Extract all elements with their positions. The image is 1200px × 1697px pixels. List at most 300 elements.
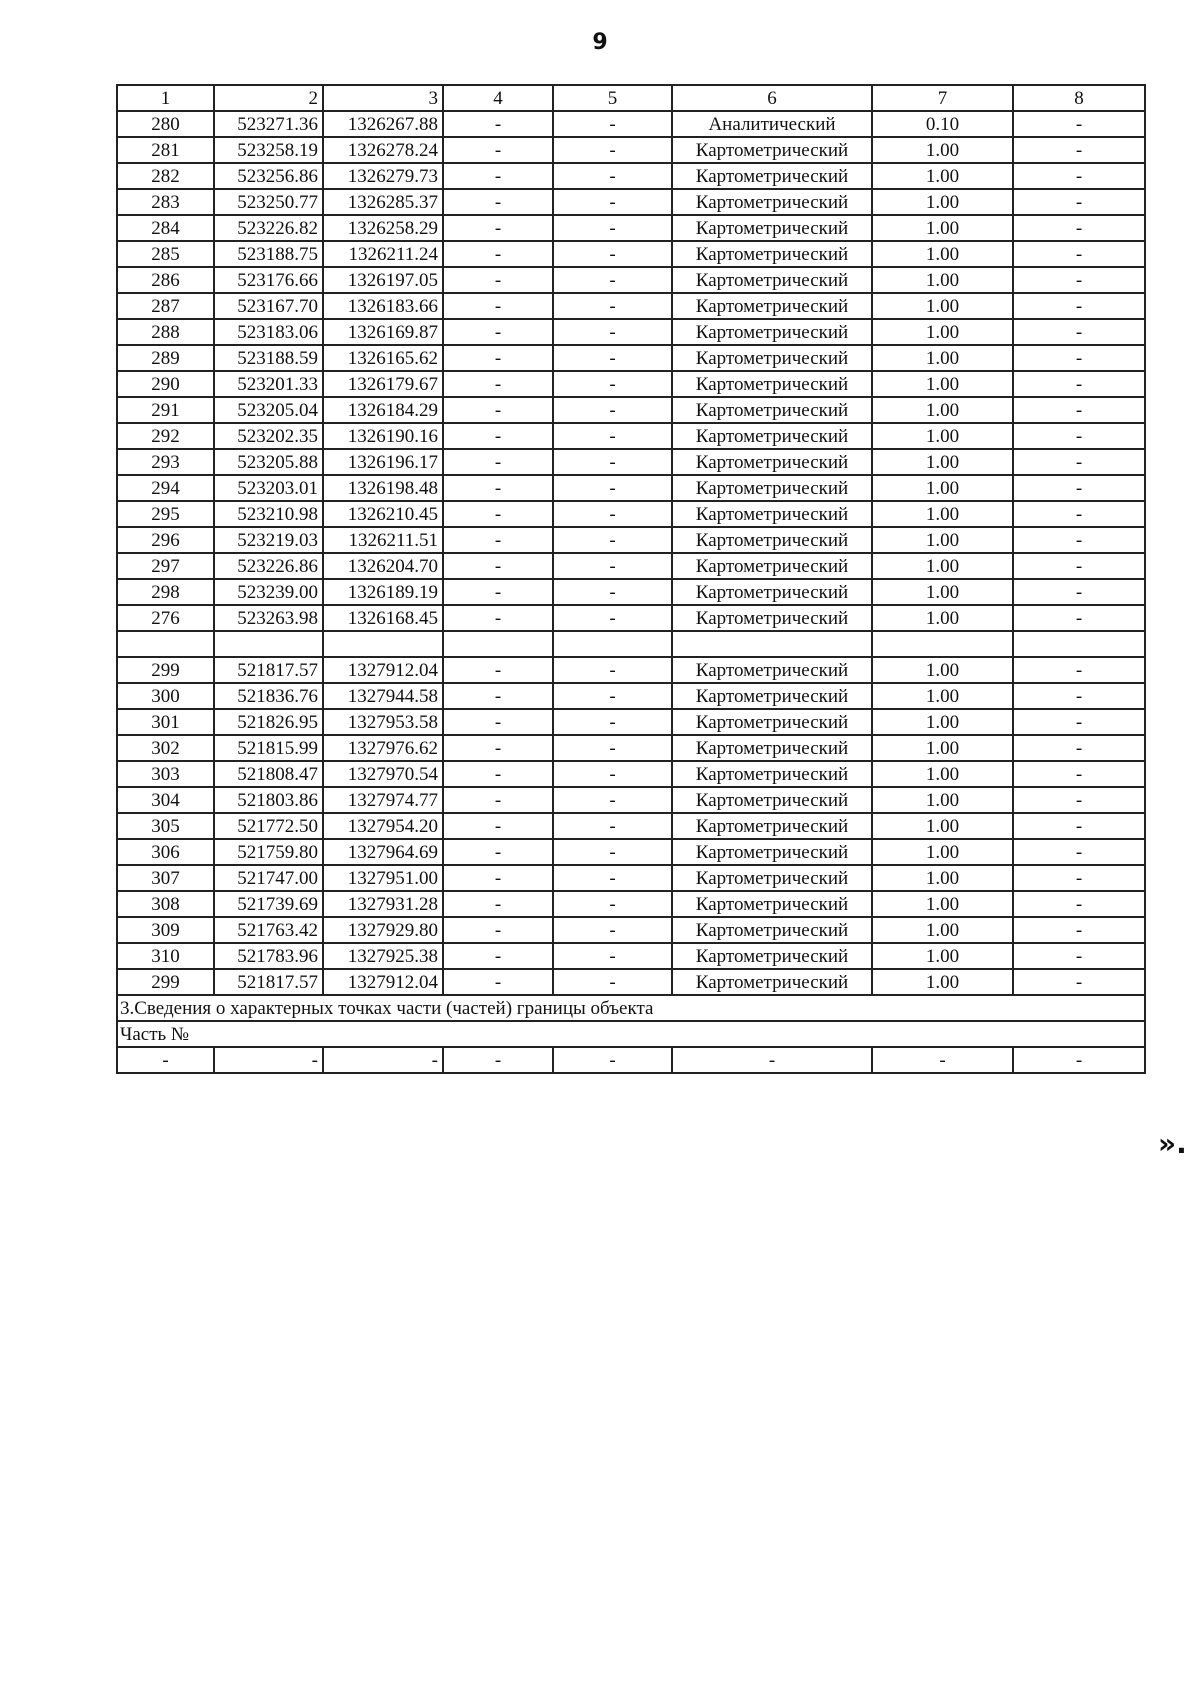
- cell-accuracy: 1.00: [872, 241, 1013, 267]
- cell-accuracy: 1.00: [872, 371, 1013, 397]
- cell-x-coordinate: 521759.80: [214, 839, 323, 865]
- cell-col-4: 4: [443, 85, 553, 111]
- cell-x-coordinate: 523203.01: [214, 475, 323, 501]
- table-row: [117, 943, 1145, 969]
- cell-col-4: -: [443, 423, 553, 449]
- cell-method: Картометрический: [672, 475, 872, 501]
- cell-point-number: 310: [117, 943, 214, 969]
- cell-y-coordinate: 1327931.28: [323, 891, 443, 917]
- table-row: [117, 163, 1145, 189]
- cell-x-coordinate: 521763.42: [214, 917, 323, 943]
- cell-method: Картометрический: [672, 969, 872, 995]
- table-row: [117, 683, 1145, 709]
- cell-method: Картометрический: [672, 917, 872, 943]
- cell-x-coordinate: 523167.70: [214, 293, 323, 319]
- cell-accuracy: 1.00: [872, 345, 1013, 371]
- cell-method: Картометрический: [672, 527, 872, 553]
- cell-col-8: -: [1013, 319, 1145, 345]
- cell-col-8: -: [1013, 189, 1145, 215]
- table-row: [117, 865, 1145, 891]
- cell-x-coordinate: -: [214, 1047, 323, 1073]
- cell-x-coordinate: 521803.86: [214, 787, 323, 813]
- cell-x-coordinate: 521739.69: [214, 891, 323, 917]
- cell-x-coordinate: 521815.99: [214, 735, 323, 761]
- cell-col-4: -: [443, 319, 553, 345]
- cell-method: Картометрический: [672, 605, 872, 631]
- cell-accuracy: 1.00: [872, 943, 1013, 969]
- cell-col-8: -: [1013, 553, 1145, 579]
- table-row: [117, 579, 1145, 605]
- cell-point-number: 299: [117, 969, 214, 995]
- cell-col-4: -: [443, 969, 553, 995]
- cell-x-coordinate: 521817.57: [214, 969, 323, 995]
- cell-col-8: -: [1013, 449, 1145, 475]
- cell-col-5: -: [553, 397, 672, 423]
- cell-y-coordinate: [323, 631, 443, 657]
- table-row: [117, 345, 1145, 371]
- cell-col-8: 8: [1013, 85, 1145, 111]
- cell-method: Картометрический: [672, 787, 872, 813]
- table-row: [117, 969, 1145, 995]
- cell-col-5: -: [553, 553, 672, 579]
- section-heading-row: [117, 995, 1145, 1021]
- cell-col-8: -: [1013, 397, 1145, 423]
- cell-method: Картометрический: [672, 683, 872, 709]
- cell-point-number: 300: [117, 683, 214, 709]
- table-footer-row: [117, 1047, 1145, 1073]
- cell-col-5: -: [553, 605, 672, 631]
- cell-y-coordinate: 1327912.04: [323, 657, 443, 683]
- cell-accuracy: 1.00: [872, 163, 1013, 189]
- cell-y-coordinate: 1327925.38: [323, 943, 443, 969]
- cell-point-number: 291: [117, 397, 214, 423]
- cell-col-5: -: [553, 423, 672, 449]
- cell-point-number: [117, 631, 214, 657]
- cell-accuracy: [872, 631, 1013, 657]
- cell-x-coordinate: 521747.00: [214, 865, 323, 891]
- cell-accuracy: 1.00: [872, 397, 1013, 423]
- cell-x-coordinate: [214, 631, 323, 657]
- table-row: [117, 813, 1145, 839]
- cell-y-coordinate: 1327964.69: [323, 839, 443, 865]
- cell-accuracy: 1.00: [872, 839, 1013, 865]
- cell-col-5: -: [553, 293, 672, 319]
- cell-point-number: 301: [117, 709, 214, 735]
- cell-y-coordinate: 1327954.20: [323, 813, 443, 839]
- cell-col-5: -: [553, 137, 672, 163]
- cell-col-8: -: [1013, 709, 1145, 735]
- cell-col-4: -: [443, 215, 553, 241]
- cell-method: Картометрический: [672, 397, 872, 423]
- cell-x-coordinate: 523250.77: [214, 189, 323, 215]
- cell-col-5: -: [553, 449, 672, 475]
- cell-col-4: -: [443, 657, 553, 683]
- cell-col-5: -: [553, 527, 672, 553]
- cell-y-coordinate: 1326189.19: [323, 579, 443, 605]
- cell-point-number: 286: [117, 267, 214, 293]
- cell-accuracy: 1.00: [872, 553, 1013, 579]
- cell-accuracy: 1.00: [872, 787, 1013, 813]
- cell-x-coordinate: 521826.95: [214, 709, 323, 735]
- cell-col-8: -: [1013, 267, 1145, 293]
- cell-col-4: -: [443, 943, 553, 969]
- cell-point-number: 280: [117, 111, 214, 137]
- cell-y-coordinate: 1326183.66: [323, 293, 443, 319]
- cell-accuracy: 1.00: [872, 501, 1013, 527]
- cell-method: Картометрический: [672, 891, 872, 917]
- cell-y-coordinate: 1326258.29: [323, 215, 443, 241]
- cell-method: Картометрический: [672, 709, 872, 735]
- cell-point-number: 295: [117, 501, 214, 527]
- table-row: [117, 137, 1145, 163]
- cell-accuracy: 1.00: [872, 917, 1013, 943]
- part-label: Часть №: [117, 1021, 1145, 1047]
- cell-col-8: -: [1013, 605, 1145, 631]
- cell-point-number: 309: [117, 917, 214, 943]
- cell-method: Картометрический: [672, 449, 872, 475]
- cell-col-8: [1013, 631, 1145, 657]
- cell-accuracy: 1.00: [872, 683, 1013, 709]
- cell-y-coordinate: 1327944.58: [323, 683, 443, 709]
- cell-x-coordinate: 521783.96: [214, 943, 323, 969]
- cell-col-5: -: [553, 969, 672, 995]
- table-row: [117, 267, 1145, 293]
- cell-method: Картометрический: [672, 423, 872, 449]
- table-row: [117, 553, 1145, 579]
- cell-col-4: -: [443, 579, 553, 605]
- cell-accuracy: 1.00: [872, 735, 1013, 761]
- cell-col-5: -: [553, 267, 672, 293]
- cell-method: Картометрический: [672, 371, 872, 397]
- cell-col-4: -: [443, 709, 553, 735]
- cell-x-coordinate: 523188.75: [214, 241, 323, 267]
- cell-x-coordinate: 523226.86: [214, 553, 323, 579]
- cell-col-5: -: [553, 111, 672, 137]
- cell-y-coordinate: 1326184.29: [323, 397, 443, 423]
- cell-method: Картометрический: [672, 657, 872, 683]
- cell-y-coordinate: 1327974.77: [323, 787, 443, 813]
- cell-col-5: -: [553, 787, 672, 813]
- cell-point-number: 304: [117, 787, 214, 813]
- cell-y-coordinate: 1327912.04: [323, 969, 443, 995]
- cell-method: Картометрический: [672, 553, 872, 579]
- cell-method: Картометрический: [672, 345, 872, 371]
- cell-y-coordinate: 1326211.51: [323, 527, 443, 553]
- cell-x-coordinate: 523210.98: [214, 501, 323, 527]
- cell-col-4: -: [443, 163, 553, 189]
- cell-accuracy: 1.00: [872, 657, 1013, 683]
- cell-y-coordinate: 1326190.16: [323, 423, 443, 449]
- cell-col-5: -: [553, 839, 672, 865]
- cell-col-5: -: [553, 865, 672, 891]
- table-row: [117, 423, 1145, 449]
- cell-col-4: -: [443, 189, 553, 215]
- cell-col-4: -: [443, 371, 553, 397]
- cell-col-5: -: [553, 319, 672, 345]
- cell-y-coordinate: 1326210.45: [323, 501, 443, 527]
- cell-point-number: 276: [117, 605, 214, 631]
- cell-y-coordinate: 1326196.17: [323, 449, 443, 475]
- cell-x-coordinate: 523258.19: [214, 137, 323, 163]
- cell-method: -: [672, 1047, 872, 1073]
- table-row: [117, 241, 1145, 267]
- cell-method: Картометрический: [672, 813, 872, 839]
- cell-method: Картометрический: [672, 761, 872, 787]
- cell-col-8: -: [1013, 111, 1145, 137]
- cell-x-coordinate: 523201.33: [214, 371, 323, 397]
- table-row: [117, 917, 1145, 943]
- table-row: [117, 787, 1145, 813]
- cell-y-coordinate: 1327929.80: [323, 917, 443, 943]
- cell-accuracy: 1.00: [872, 891, 1013, 917]
- cell-col-8: -: [1013, 1047, 1145, 1073]
- cell-y-coordinate: 1326211.24: [323, 241, 443, 267]
- cell-y-coordinate: 1326179.67: [323, 371, 443, 397]
- cell-method: Картометрический: [672, 163, 872, 189]
- cell-accuracy: 1.00: [872, 293, 1013, 319]
- cell-x-coordinate: 523188.59: [214, 345, 323, 371]
- cell-accuracy: 1.00: [872, 137, 1013, 163]
- cell-y-coordinate: 1326204.70: [323, 553, 443, 579]
- cell-point-number: 292: [117, 423, 214, 449]
- cell-col-8: -: [1013, 787, 1145, 813]
- cell-method: Картометрический: [672, 293, 872, 319]
- cell-y-coordinate: 1326169.87: [323, 319, 443, 345]
- cell-col-4: -: [443, 917, 553, 943]
- cell-point-number: 284: [117, 215, 214, 241]
- cell-point-number: 302: [117, 735, 214, 761]
- cell-col-8: -: [1013, 163, 1145, 189]
- cell-y-coordinate: 3: [323, 85, 443, 111]
- cell-col-5: -: [553, 371, 672, 397]
- cell-method: Картометрический: [672, 267, 872, 293]
- cell-y-coordinate: 1326278.24: [323, 137, 443, 163]
- cell-col-4: -: [443, 761, 553, 787]
- table-row: [117, 111, 1145, 137]
- cell-x-coordinate: 521808.47: [214, 761, 323, 787]
- cell-col-4: -: [443, 683, 553, 709]
- cell-accuracy: 1.00: [872, 813, 1013, 839]
- cell-accuracy: 1.00: [872, 579, 1013, 605]
- cell-col-4: -: [443, 527, 553, 553]
- cell-col-4: -: [443, 735, 553, 761]
- cell-point-number: 303: [117, 761, 214, 787]
- cell-method: Картометрический: [672, 241, 872, 267]
- cell-point-number: 298: [117, 579, 214, 605]
- cell-col-4: -: [443, 137, 553, 163]
- cell-y-coordinate: -: [323, 1047, 443, 1073]
- cell-col-8: -: [1013, 579, 1145, 605]
- cell-y-coordinate: 1327970.54: [323, 761, 443, 787]
- table-row: [117, 501, 1145, 527]
- table-row: [117, 891, 1145, 917]
- cell-col-8: -: [1013, 475, 1145, 501]
- cell-col-5: 5: [553, 85, 672, 111]
- table-row: [117, 735, 1145, 761]
- cell-accuracy: 7: [872, 85, 1013, 111]
- cell-point-number: 283: [117, 189, 214, 215]
- cell-col-5: -: [553, 501, 672, 527]
- cell-col-4: -: [443, 839, 553, 865]
- cell-point-number: 288: [117, 319, 214, 345]
- cell-accuracy: 1.00: [872, 527, 1013, 553]
- cell-x-coordinate: 523205.88: [214, 449, 323, 475]
- cell-x-coordinate: 523256.86: [214, 163, 323, 189]
- cell-point-number: 1: [117, 85, 214, 111]
- cell-x-coordinate: 523263.98: [214, 605, 323, 631]
- table-row: [117, 371, 1145, 397]
- cell-col-4: -: [443, 787, 553, 813]
- cell-point-number: 306: [117, 839, 214, 865]
- cell-col-8: -: [1013, 215, 1145, 241]
- cell-col-4: -: [443, 345, 553, 371]
- cell-accuracy: 1.00: [872, 449, 1013, 475]
- cell-col-5: -: [553, 943, 672, 969]
- cell-col-4: [443, 631, 553, 657]
- cell-point-number: 305: [117, 813, 214, 839]
- cell-col-5: -: [553, 709, 672, 735]
- cell-col-4: -: [443, 449, 553, 475]
- cell-method: Картометрический: [672, 319, 872, 345]
- cell-point-number: 287: [117, 293, 214, 319]
- cell-col-8: -: [1013, 865, 1145, 891]
- table-row: [117, 449, 1145, 475]
- table-row: [117, 397, 1145, 423]
- cell-x-coordinate: 523205.04: [214, 397, 323, 423]
- cell-col-5: -: [553, 579, 672, 605]
- cell-col-8: -: [1013, 761, 1145, 787]
- table-row: [117, 189, 1145, 215]
- cell-col-8: -: [1013, 683, 1145, 709]
- coordinates-table: [116, 84, 1146, 1074]
- cell-y-coordinate: 1326285.37: [323, 189, 443, 215]
- cell-col-8: -: [1013, 241, 1145, 267]
- page-number: 9: [592, 30, 608, 55]
- cell-col-5: [553, 631, 672, 657]
- cell-col-4: -: [443, 241, 553, 267]
- table-header-row: [117, 85, 1145, 111]
- table-row: [117, 631, 1145, 657]
- cell-col-4: -: [443, 553, 553, 579]
- cell-method: Картометрический: [672, 137, 872, 163]
- cell-col-8: -: [1013, 917, 1145, 943]
- cell-point-number: 307: [117, 865, 214, 891]
- cell-point-number: 296: [117, 527, 214, 553]
- cell-x-coordinate: 523226.82: [214, 215, 323, 241]
- cell-x-coordinate: 523183.06: [214, 319, 323, 345]
- cell-col-8: -: [1013, 293, 1145, 319]
- cell-method: Картометрический: [672, 839, 872, 865]
- cell-accuracy: 1.00: [872, 865, 1013, 891]
- table-row: [117, 839, 1145, 865]
- cell-accuracy: 1.00: [872, 969, 1013, 995]
- table-row: [117, 215, 1145, 241]
- table-row: [117, 709, 1145, 735]
- table-row: [117, 293, 1145, 319]
- cell-col-8: -: [1013, 735, 1145, 761]
- cell-col-5: -: [553, 891, 672, 917]
- cell-method: 6: [672, 85, 872, 111]
- cell-col-4: -: [443, 267, 553, 293]
- cell-col-4: -: [443, 501, 553, 527]
- cell-col-5: -: [553, 163, 672, 189]
- cell-y-coordinate: 1326197.05: [323, 267, 443, 293]
- table-row: [117, 605, 1145, 631]
- table-row: [117, 527, 1145, 553]
- cell-y-coordinate: 1326279.73: [323, 163, 443, 189]
- cell-point-number: -: [117, 1047, 214, 1073]
- cell-point-number: 293: [117, 449, 214, 475]
- cell-col-8: -: [1013, 839, 1145, 865]
- cell-col-5: -: [553, 813, 672, 839]
- cell-point-number: 290: [117, 371, 214, 397]
- cell-x-coordinate: 2: [214, 85, 323, 111]
- cell-col-4: -: [443, 475, 553, 501]
- cell-col-8: -: [1013, 657, 1145, 683]
- cell-col-8: -: [1013, 943, 1145, 969]
- cell-x-coordinate: 523239.00: [214, 579, 323, 605]
- cell-method: Аналитический: [672, 111, 872, 137]
- table-row: [117, 761, 1145, 787]
- cell-col-5: -: [553, 657, 672, 683]
- cell-col-4: -: [443, 111, 553, 137]
- cell-point-number: 289: [117, 345, 214, 371]
- cell-col-8: -: [1013, 501, 1145, 527]
- cell-accuracy: 1.00: [872, 475, 1013, 501]
- cell-accuracy: 1.00: [872, 267, 1013, 293]
- table-row: [117, 319, 1145, 345]
- cell-y-coordinate: 1326267.88: [323, 111, 443, 137]
- cell-col-8: -: [1013, 527, 1145, 553]
- cell-method: Картометрический: [672, 501, 872, 527]
- cell-method: Картометрический: [672, 579, 872, 605]
- cell-col-5: -: [553, 761, 672, 787]
- cell-accuracy: 1.00: [872, 215, 1013, 241]
- cell-col-5: -: [553, 475, 672, 501]
- cell-method: Картометрический: [672, 865, 872, 891]
- cell-point-number: 299: [117, 657, 214, 683]
- cell-accuracy: 0.10: [872, 111, 1013, 137]
- cell-col-5: -: [553, 683, 672, 709]
- cell-col-4: -: [443, 397, 553, 423]
- cell-col-4: -: [443, 1047, 553, 1073]
- cell-col-4: -: [443, 891, 553, 917]
- cell-x-coordinate: 521817.57: [214, 657, 323, 683]
- cell-accuracy: -: [872, 1047, 1013, 1073]
- closing-quote-mark: ».: [1158, 1127, 1187, 1160]
- cell-col-8: -: [1013, 891, 1145, 917]
- cell-col-4: -: [443, 813, 553, 839]
- cell-accuracy: 1.00: [872, 761, 1013, 787]
- cell-method: Картометрический: [672, 943, 872, 969]
- cell-col-4: -: [443, 865, 553, 891]
- cell-point-number: 294: [117, 475, 214, 501]
- cell-x-coordinate: 521772.50: [214, 813, 323, 839]
- cell-col-5: -: [553, 345, 672, 371]
- cell-point-number: 308: [117, 891, 214, 917]
- cell-y-coordinate: 1327953.58: [323, 709, 443, 735]
- cell-method: Картометрический: [672, 735, 872, 761]
- table-row: [117, 475, 1145, 501]
- cell-point-number: 281: [117, 137, 214, 163]
- cell-x-coordinate: 523219.03: [214, 527, 323, 553]
- cell-col-8: -: [1013, 813, 1145, 839]
- cell-point-number: 282: [117, 163, 214, 189]
- section-heading: 3.Сведения о характерных точках части (частей) границы объекта: [117, 995, 1145, 1021]
- cell-y-coordinate: 1327951.00: [323, 865, 443, 891]
- cell-point-number: 285: [117, 241, 214, 267]
- cell-y-coordinate: 1327976.62: [323, 735, 443, 761]
